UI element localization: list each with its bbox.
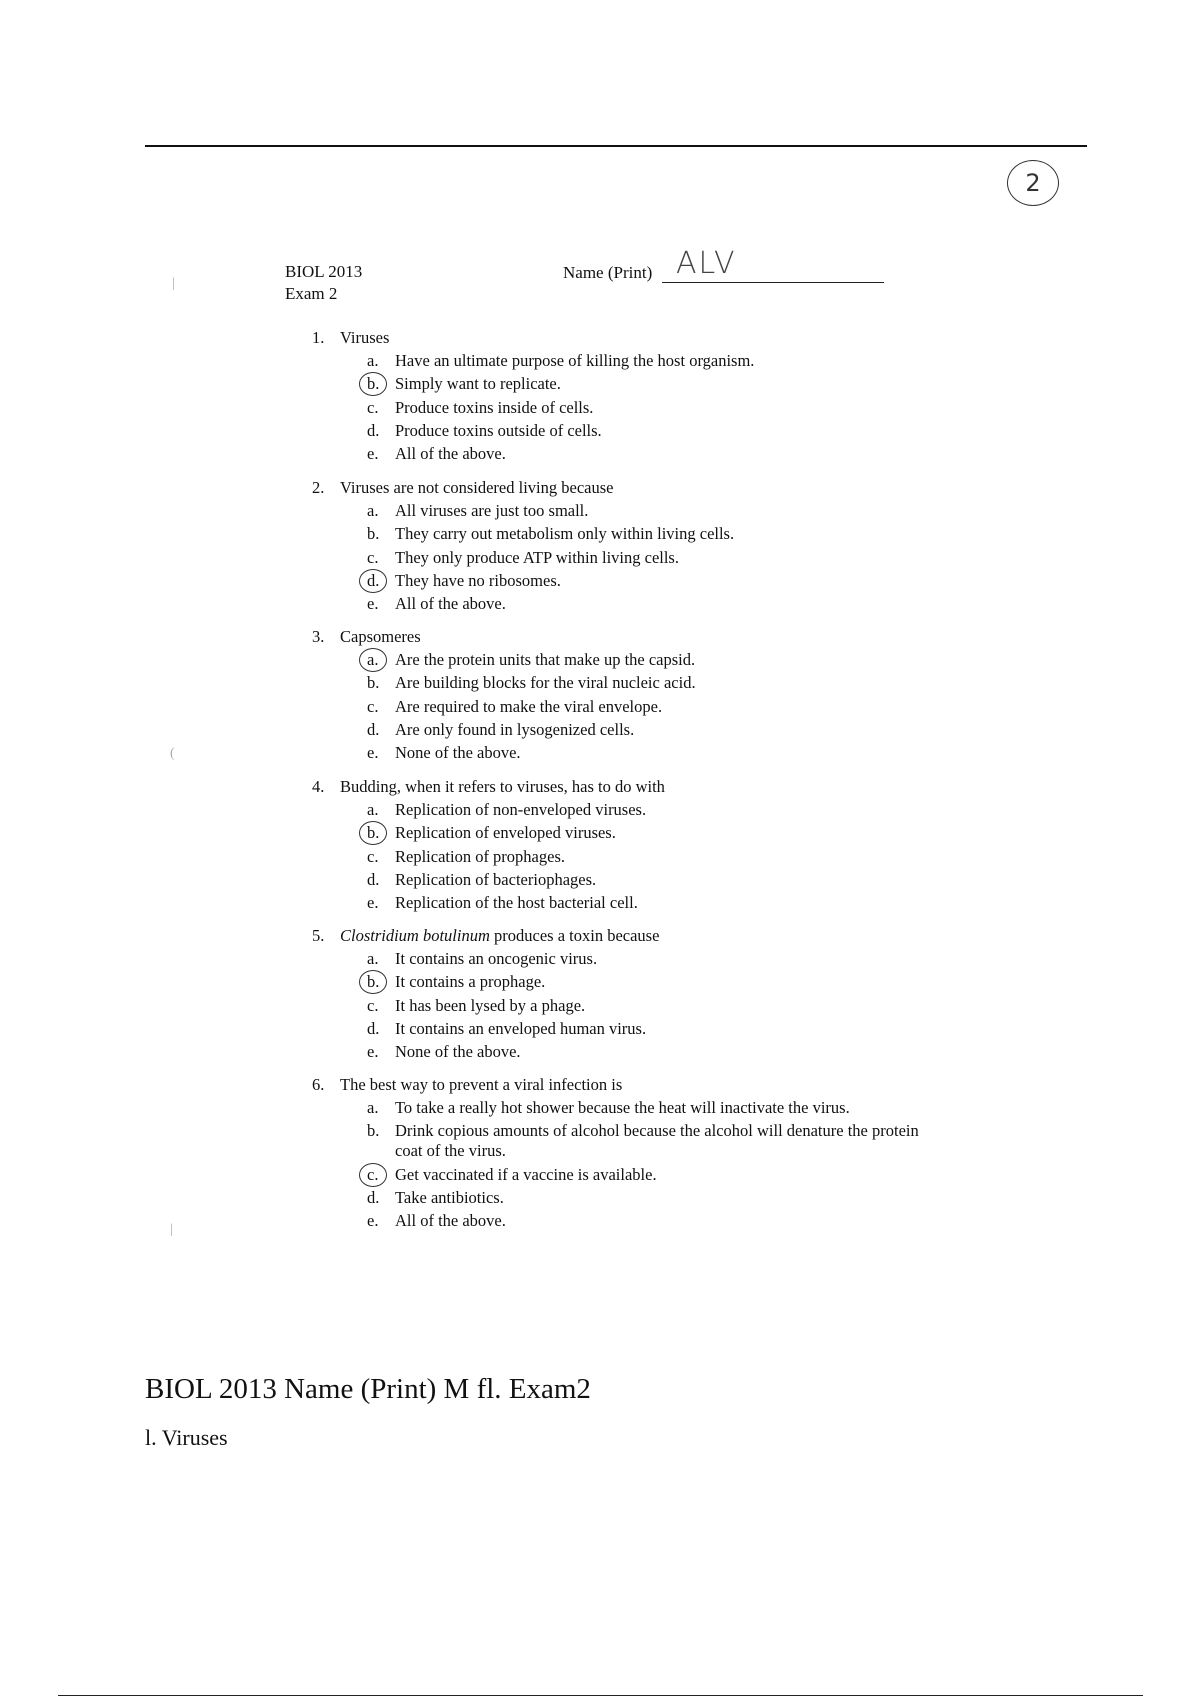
option-letter xyxy=(367,1098,395,1118)
name-label: Name (Print) xyxy=(563,263,653,282)
question-5 xyxy=(312,926,935,1062)
option-letter xyxy=(367,524,395,544)
option-letter-text: d. xyxy=(367,1018,380,1038)
handwritten-circle-mark xyxy=(359,569,387,593)
option-letter xyxy=(367,972,395,992)
answer-option xyxy=(312,972,935,992)
answer-option xyxy=(312,374,935,394)
option-letter-text: a. xyxy=(367,1098,379,1118)
option-text: Replication of non-enveloped viruses. xyxy=(395,800,647,820)
option-letter-text: a. xyxy=(367,650,379,670)
option-text: All viruses are just too small. xyxy=(395,501,589,521)
option-letter xyxy=(367,673,395,693)
option-letter xyxy=(367,398,395,418)
option-letter-text: e. xyxy=(367,1210,379,1230)
option-text: Get vaccinated if a vaccine is available. xyxy=(395,1164,657,1184)
question-stem xyxy=(312,926,935,946)
option-letter xyxy=(367,847,395,867)
option-letter xyxy=(367,1211,395,1231)
answer-option xyxy=(312,421,935,441)
handwritten-circle-mark xyxy=(359,821,387,845)
option-text: Replication of bacteriophages. xyxy=(395,869,597,889)
question-1 xyxy=(312,328,935,464)
option-text: None of the above. xyxy=(395,742,521,762)
option-letter xyxy=(367,1019,395,1039)
option-letter xyxy=(367,421,395,441)
extracted-title: BIOL 2013 Name (Print) M fl. Exam2 xyxy=(145,1373,591,1405)
page-number: 2 xyxy=(1007,160,1059,206)
handwritten-circle-mark xyxy=(359,372,387,396)
option-letter-text: e. xyxy=(367,742,379,762)
option-text: Drink copious amounts of alcohol because the alcohol will denature the protein coat of the virus. xyxy=(395,1121,919,1161)
option-letter-text: e. xyxy=(367,892,379,912)
option-text: They carry out metabolism only within living cells. xyxy=(395,524,735,544)
option-text: Take antibiotics. xyxy=(395,1187,504,1207)
option-letter-text: d. xyxy=(367,420,380,440)
question-stem xyxy=(312,627,935,647)
option-letter xyxy=(367,650,395,670)
question-text xyxy=(340,328,389,348)
option-letter-text: b. xyxy=(367,972,380,992)
answer-option xyxy=(312,1098,935,1118)
question-stem-text: produces a toxin because xyxy=(489,926,660,945)
question-stem xyxy=(312,1075,935,1095)
extracted-first-question: l. Viruses xyxy=(145,1425,228,1450)
answer-option xyxy=(312,870,935,890)
question-3 xyxy=(312,627,935,763)
option-text: It contains an oncogenic virus. xyxy=(395,949,598,969)
option-text: None of the above. xyxy=(395,1041,521,1061)
handwritten-name: ALV xyxy=(676,246,737,281)
option-text: They only produce ATP within living cells. xyxy=(395,547,679,567)
option-text: All of the above. xyxy=(395,1210,506,1230)
answer-option xyxy=(312,1165,935,1185)
option-text: It contains an enveloped human virus. xyxy=(395,1018,647,1038)
option-text: Replication of enveloped viruses. xyxy=(395,823,616,843)
answer-option xyxy=(312,800,935,820)
scan-mark: | xyxy=(172,276,175,291)
option-text: To take a really hot shower because the heat will inactivate the virus. xyxy=(395,1098,850,1118)
option-text: Replication of the host bacterial cell. xyxy=(395,892,638,912)
question-stem-text: Budding, when it refers to viruses, has to do with xyxy=(340,777,665,796)
question-number: 5. xyxy=(312,926,325,945)
option-letter xyxy=(367,893,395,913)
bottom-rule xyxy=(58,1695,1143,1696)
answer-option xyxy=(312,1019,935,1039)
question-number: 3. xyxy=(312,627,325,646)
name-underline xyxy=(662,282,884,283)
question-stem xyxy=(312,478,935,498)
answer-option xyxy=(312,1211,935,1231)
handwritten-circle-mark xyxy=(359,1163,387,1187)
option-letter-text: b. xyxy=(367,823,380,843)
option-letter-text: c. xyxy=(367,846,379,866)
option-text: It contains a prophage. xyxy=(395,972,546,992)
option-text: Are required to make the viral envelope. xyxy=(395,696,663,716)
option-letter-text: d. xyxy=(367,869,380,889)
question-2 xyxy=(312,478,935,614)
answer-option xyxy=(312,594,935,614)
option-letter xyxy=(367,501,395,521)
answer-option xyxy=(312,743,935,763)
scan-mark: | xyxy=(170,1222,173,1237)
answer-option xyxy=(312,351,935,371)
option-letter xyxy=(367,697,395,717)
option-letter xyxy=(367,444,395,464)
answer-option xyxy=(312,501,935,521)
question-text xyxy=(340,478,613,498)
option-letter-text: e. xyxy=(367,593,379,613)
answer-option xyxy=(312,893,935,913)
option-letter-text: d. xyxy=(367,1187,380,1207)
option-letter xyxy=(367,1188,395,1208)
option-letter xyxy=(367,548,395,568)
option-letter-text: c. xyxy=(367,547,379,567)
option-letter xyxy=(367,949,395,969)
answer-option xyxy=(312,444,935,464)
option-letter xyxy=(367,823,395,843)
option-letter xyxy=(367,720,395,740)
option-text: Have an ultimate purpose of killing the host organism. xyxy=(395,351,755,371)
option-letter xyxy=(367,870,395,890)
option-letter xyxy=(367,594,395,614)
option-text: Produce toxins outside of cells. xyxy=(395,420,602,440)
question-number: 2. xyxy=(312,478,325,497)
answer-option xyxy=(312,398,935,418)
answer-option xyxy=(312,823,935,843)
option-text: Replication of prophages. xyxy=(395,846,565,866)
option-letter-text: c. xyxy=(367,397,379,417)
option-letter xyxy=(367,374,395,394)
answer-option xyxy=(312,949,935,969)
option-letter xyxy=(367,743,395,763)
course-code: BIOL 2013 xyxy=(285,262,363,281)
option-letter-text: c. xyxy=(367,1164,379,1184)
option-letter-text: b. xyxy=(367,374,380,394)
option-text: They have no ribosomes. xyxy=(395,570,561,590)
question-text xyxy=(340,627,421,647)
handwritten-circle-mark xyxy=(359,970,387,994)
handwritten-circle-mark xyxy=(359,648,387,672)
option-text: It has been lysed by a phage. xyxy=(395,995,586,1015)
answer-option xyxy=(312,697,935,717)
answer-option xyxy=(312,1042,935,1062)
question-number: 6. xyxy=(312,1075,325,1094)
option-letter-text: a. xyxy=(367,501,379,521)
question-4 xyxy=(312,777,935,913)
option-letter-text: c. xyxy=(367,995,379,1015)
scan-mark: ( xyxy=(170,746,175,761)
option-text: Are the protein units that make up the capsid. xyxy=(395,650,696,670)
option-letter-text: b. xyxy=(367,524,380,544)
question-text xyxy=(340,1075,622,1095)
question-stem xyxy=(312,777,935,797)
option-letter-text: a. xyxy=(367,949,379,969)
exam-label: Exam 2 xyxy=(285,284,338,303)
species-name: Clostridium botulinum xyxy=(340,926,490,945)
question-stem-text: Capsomeres xyxy=(340,627,421,646)
question-stem xyxy=(312,328,935,348)
option-text: All of the above. xyxy=(395,593,506,613)
option-letter xyxy=(367,571,395,591)
answer-option xyxy=(312,548,935,568)
question-stem-text: Viruses are not considered living because xyxy=(340,478,614,497)
option-letter xyxy=(367,1121,395,1161)
question-stem-text: The best way to prevent a viral infection is xyxy=(340,1075,623,1094)
answer-option xyxy=(312,847,935,867)
option-letter-text: c. xyxy=(367,696,379,716)
answer-option xyxy=(312,720,935,740)
option-letter-text: a. xyxy=(367,800,379,820)
option-letter xyxy=(367,800,395,820)
option-text: Produce toxins inside of cells. xyxy=(395,397,594,417)
answer-option xyxy=(312,524,935,544)
option-letter-text: b. xyxy=(367,1121,380,1141)
answer-option xyxy=(312,650,935,670)
question-text xyxy=(340,926,659,946)
answer-option xyxy=(312,1121,935,1161)
option-letter xyxy=(367,351,395,371)
question-number: 1. xyxy=(312,328,325,347)
option-letter-text: b. xyxy=(367,673,380,693)
option-text: All of the above. xyxy=(395,443,506,463)
question-number: 4. xyxy=(312,777,325,796)
option-letter xyxy=(367,996,395,1016)
option-letter-text: e. xyxy=(367,443,379,463)
answer-option xyxy=(312,996,935,1016)
option-letter-text: d. xyxy=(367,570,380,590)
option-text: Simply want to replicate. xyxy=(395,374,561,394)
answer-option xyxy=(312,673,935,693)
question-stem-text: Viruses xyxy=(340,328,390,347)
option-letter xyxy=(367,1042,395,1062)
question-6 xyxy=(312,1075,935,1231)
option-letter xyxy=(367,1165,395,1185)
option-letter-text: d. xyxy=(367,719,380,739)
answer-option xyxy=(312,1188,935,1208)
option-letter-text: e. xyxy=(367,1041,379,1061)
option-text: Are only found in lysogenized cells. xyxy=(395,719,635,739)
option-text: Are building blocks for the viral nucleic acid. xyxy=(395,673,696,693)
answer-option xyxy=(312,571,935,591)
option-letter-text: a. xyxy=(367,351,379,371)
question-text xyxy=(340,777,665,797)
